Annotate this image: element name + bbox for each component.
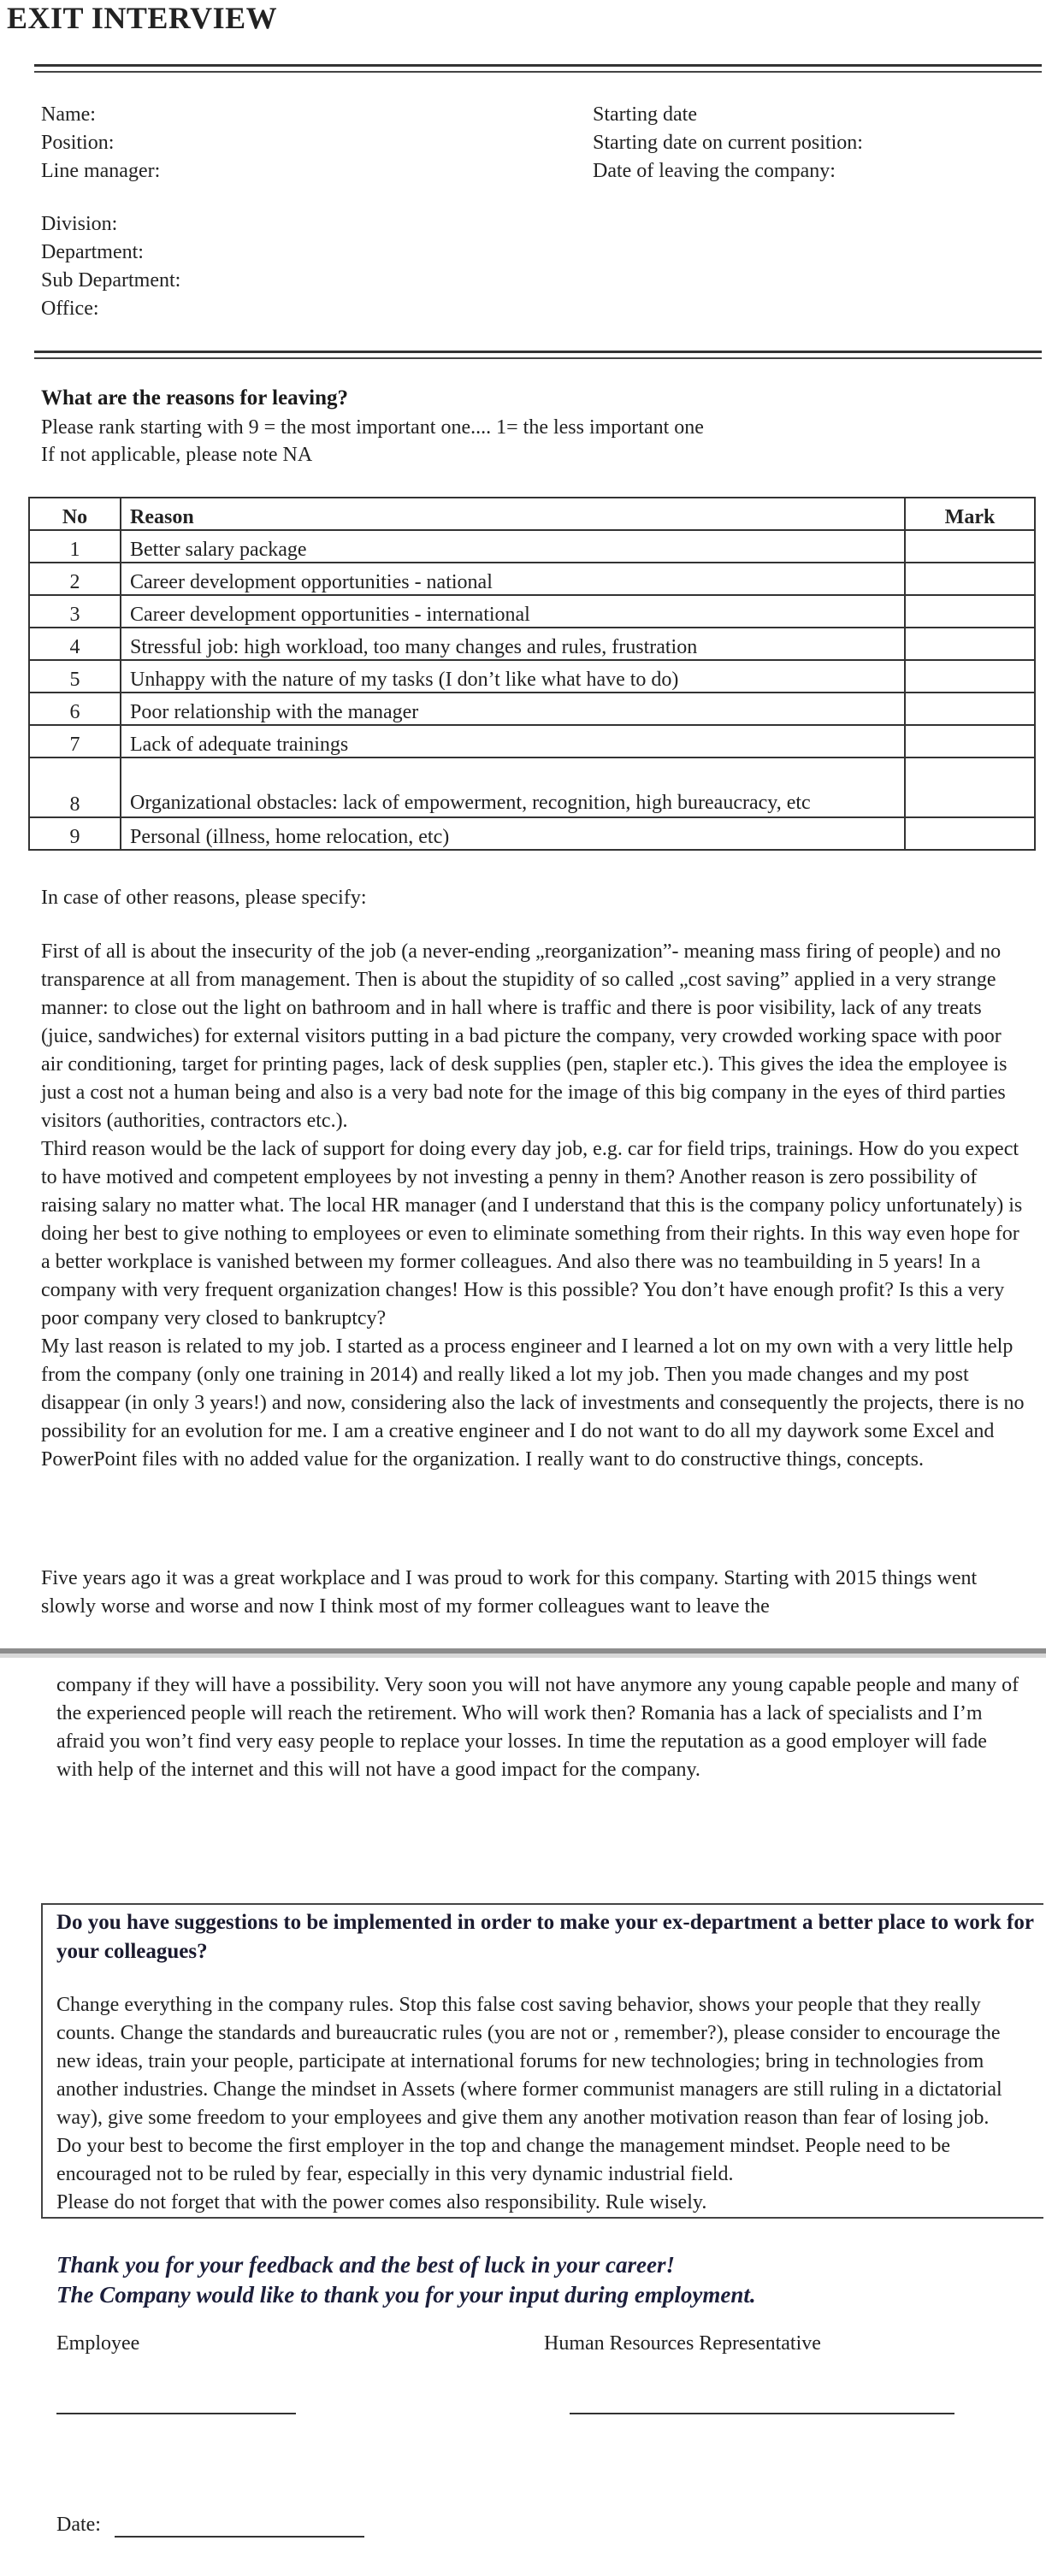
row-mark[interactable] bbox=[905, 817, 1035, 850]
sub-department-label: Sub Department: bbox=[41, 269, 181, 292]
row-number: 4 bbox=[29, 628, 121, 660]
row-mark[interactable] bbox=[905, 530, 1035, 563]
page-break-shadow bbox=[0, 1653, 1046, 1658]
column-header-reason: Reason bbox=[121, 498, 905, 530]
suggestions-paragraph-3: Please do not forget that with the power comes also responsibility. Rule wisely. bbox=[56, 2191, 707, 2213]
suggestions-text bbox=[56, 1991, 1036, 2217]
row-mark[interactable] bbox=[905, 660, 1035, 693]
employee-signature-label: Employee bbox=[56, 2332, 140, 2355]
column-header-mark: Mark bbox=[905, 498, 1035, 530]
date-label: Date: bbox=[56, 2514, 101, 2536]
department-label: Department: bbox=[41, 241, 144, 263]
suggestions-question: Do you have suggestions to be implemented in order to make your ex-department a better place to work for your colleagues? bbox=[56, 1911, 1034, 1963]
table-row bbox=[29, 628, 1035, 660]
row-mark[interactable] bbox=[905, 757, 1035, 817]
name-label: Name: bbox=[41, 103, 96, 126]
column-header-no: No bbox=[29, 498, 121, 530]
reasons-table bbox=[28, 497, 1036, 851]
other-reasons-paragraph-4a: Five years ago it was a great workplace and I was proud to work for this company. Starting with 2015 things went slowly worse and worse and now I think most of my former colleagues want to leave the bbox=[41, 1567, 978, 1618]
row-reason: Poor relationship with the manager bbox=[121, 693, 905, 725]
row-mark[interactable] bbox=[905, 628, 1035, 660]
employee-info-left bbox=[41, 101, 160, 186]
hr-signature-line[interactable] bbox=[570, 2413, 954, 2414]
row-number: 8 bbox=[29, 757, 121, 817]
date-line[interactable] bbox=[115, 2536, 364, 2538]
suggestions-paragraph-2: Do your best to become the first employer in the top and change the management mindset. People need to be encouraged not to be ruled by fear, especially in this very dynamic industrial field. bbox=[56, 2135, 951, 2185]
row-number: 2 bbox=[29, 563, 121, 595]
position-label: Position: bbox=[41, 132, 115, 154]
table-row bbox=[29, 530, 1035, 563]
hr-signature-label: Human Resources Representative bbox=[544, 2332, 821, 2355]
starting-date-position-label: Starting date on current position: bbox=[593, 132, 863, 154]
other-reasons-paragraph-3: My last reason is related to my job. I started as a process engineer and I learned a lot on my own with a very little help from the company (only one training in 2014) and really liked a lot my job. Then you made changes and my post disappear (in only 3 years!) and now, considering also the lack of investments and consequently the projects, there is no possibility for an evolution for me. I am a creative engineer and I do not want to do all my daywork some Excel and PowerPoint files with no added value for the organization. I really want to do constructive things, concepts. bbox=[41, 1335, 1025, 1471]
leaving-date-label: Date of leaving the company: bbox=[593, 160, 836, 182]
reasons-question: What are the reasons for leaving? bbox=[41, 386, 349, 410]
row-number: 6 bbox=[29, 693, 121, 725]
row-mark[interactable] bbox=[905, 693, 1035, 725]
other-reasons-paragraph-2: Third reason would be the lack of support for doing every day job, e.g. car for field trips, trainings. How do you expect to have motived and competent employees by not investing a penny in them? Another reason is zero possibility of raising salary no matter what. The local HR manager (and I understand that this is the company policy unfortunately) is doing her best to give nothing to employees or even to eliminate something from their rights. In this way even hope for a better workplace is vanished between my former colleagues. And also there was no teambuilding in 5 years! In a company with very frequent organization changes! How is this possible? You don’t have enough profit? Is this a very poor company very closed to bankruptcy? bbox=[41, 1138, 1023, 1329]
thanks-line-1: Thank you for your feedback and the best of luck in your career! bbox=[56, 2252, 675, 2278]
row-reason: Better salary package bbox=[121, 530, 905, 563]
table-row bbox=[29, 660, 1035, 693]
employee-signature-line[interactable] bbox=[56, 2413, 296, 2414]
thanks-line-2: The Company would like to thank you for your input during employment. bbox=[56, 2282, 756, 2308]
other-reasons-paragraph-1: First of all is about the insecurity of the job (a never-ending „reorganization”- meaning mass firing of people) and no transparence at all from management. Then is about the stupidity of so called „cost saving” applied in a very strange manner: to close out the light on bathroom and in hall where is traffic and there is poor visibility, lack of any treats (juice, sandwiches) for external visitors putting in a bad picture the company, very crowded working space with poor air conditioning, target for printing pages, lack of desk supplies (pen, stapler etc.). This gives the idea the employee is just a cost not a human being and also is a very bad note for the image of this big company in the eyes of third parties visitors (authorities, contractors etc.). bbox=[41, 940, 1008, 1132]
top-divider bbox=[34, 64, 1042, 73]
row-number: 3 bbox=[29, 595, 121, 628]
table-row bbox=[29, 595, 1035, 628]
table-row bbox=[29, 725, 1035, 757]
row-number: 5 bbox=[29, 660, 121, 693]
table-row bbox=[29, 693, 1035, 725]
row-reason: Career development opportunities - international bbox=[121, 595, 905, 628]
table-row bbox=[29, 817, 1035, 850]
other-reasons-prompt: In case of other reasons, please specify: bbox=[41, 887, 367, 909]
row-reason: Organizational obstacles: lack of empowerment, recognition, high bureaucracy, etc bbox=[121, 757, 905, 817]
line-manager-label: Line manager: bbox=[41, 160, 161, 182]
row-mark[interactable] bbox=[905, 563, 1035, 595]
row-number: 7 bbox=[29, 725, 121, 757]
org-info bbox=[41, 210, 180, 323]
document-title: EXIT INTERVIEW bbox=[7, 1, 278, 35]
row-reason: Career development opportunities - national bbox=[121, 563, 905, 595]
other-reasons-text bbox=[41, 938, 1025, 1474]
row-reason: Personal (illness, home relocation, etc) bbox=[121, 817, 905, 850]
other-reasons-paragraph-4b: company if they will have a possibility. Very soon you will not have anymore any young capable people and many of the experienced people will reach the retirement. Who will work then? Romania has a lack of specialists and I’m afraid you won’t find very easy people to replace your losses. In time the reputation as a good employer will fade with help of the internet and this will not have a good impact for the company. bbox=[56, 1674, 1019, 1781]
row-reason: Lack of adequate trainings bbox=[121, 725, 905, 757]
division-label: Division: bbox=[41, 213, 118, 235]
row-mark[interactable] bbox=[905, 595, 1035, 628]
reasons-instruction-1: Please rank starting with 9 = the most important one.... 1= the less important one bbox=[41, 416, 704, 439]
row-mark[interactable] bbox=[905, 725, 1035, 757]
table-row bbox=[29, 563, 1035, 595]
table-row bbox=[29, 757, 1035, 817]
middle-divider bbox=[34, 351, 1042, 359]
suggestions-paragraph-1: Change everything in the company rules. Stop this false cost saving behavior, shows your people that they really counts. Change the standards and bureaucratic rules (you are not or , remember?), please consider to encourage the new ideas, train your people, participate at international forums for new technologies; bring in technologies from another industries. Change the mindset in Assets (where former communist managers are still ruling in a dictatorial way), give some freedom to your employees and give them any another motivation reason than fear of losing job. bbox=[56, 1994, 1002, 2129]
office-label: Office: bbox=[41, 298, 99, 320]
table-header-row bbox=[29, 498, 1035, 530]
starting-date-label: Starting date bbox=[593, 103, 697, 126]
reasons-instruction-2: If not applicable, please note NA bbox=[41, 444, 313, 466]
row-number: 9 bbox=[29, 817, 121, 850]
employee-info-right bbox=[593, 101, 863, 186]
row-reason: Stressful job: high workload, too many changes and rules, frustration bbox=[121, 628, 905, 660]
row-reason: Unhappy with the nature of my tasks (I don’t like what have to do) bbox=[121, 660, 905, 693]
row-number: 1 bbox=[29, 530, 121, 563]
